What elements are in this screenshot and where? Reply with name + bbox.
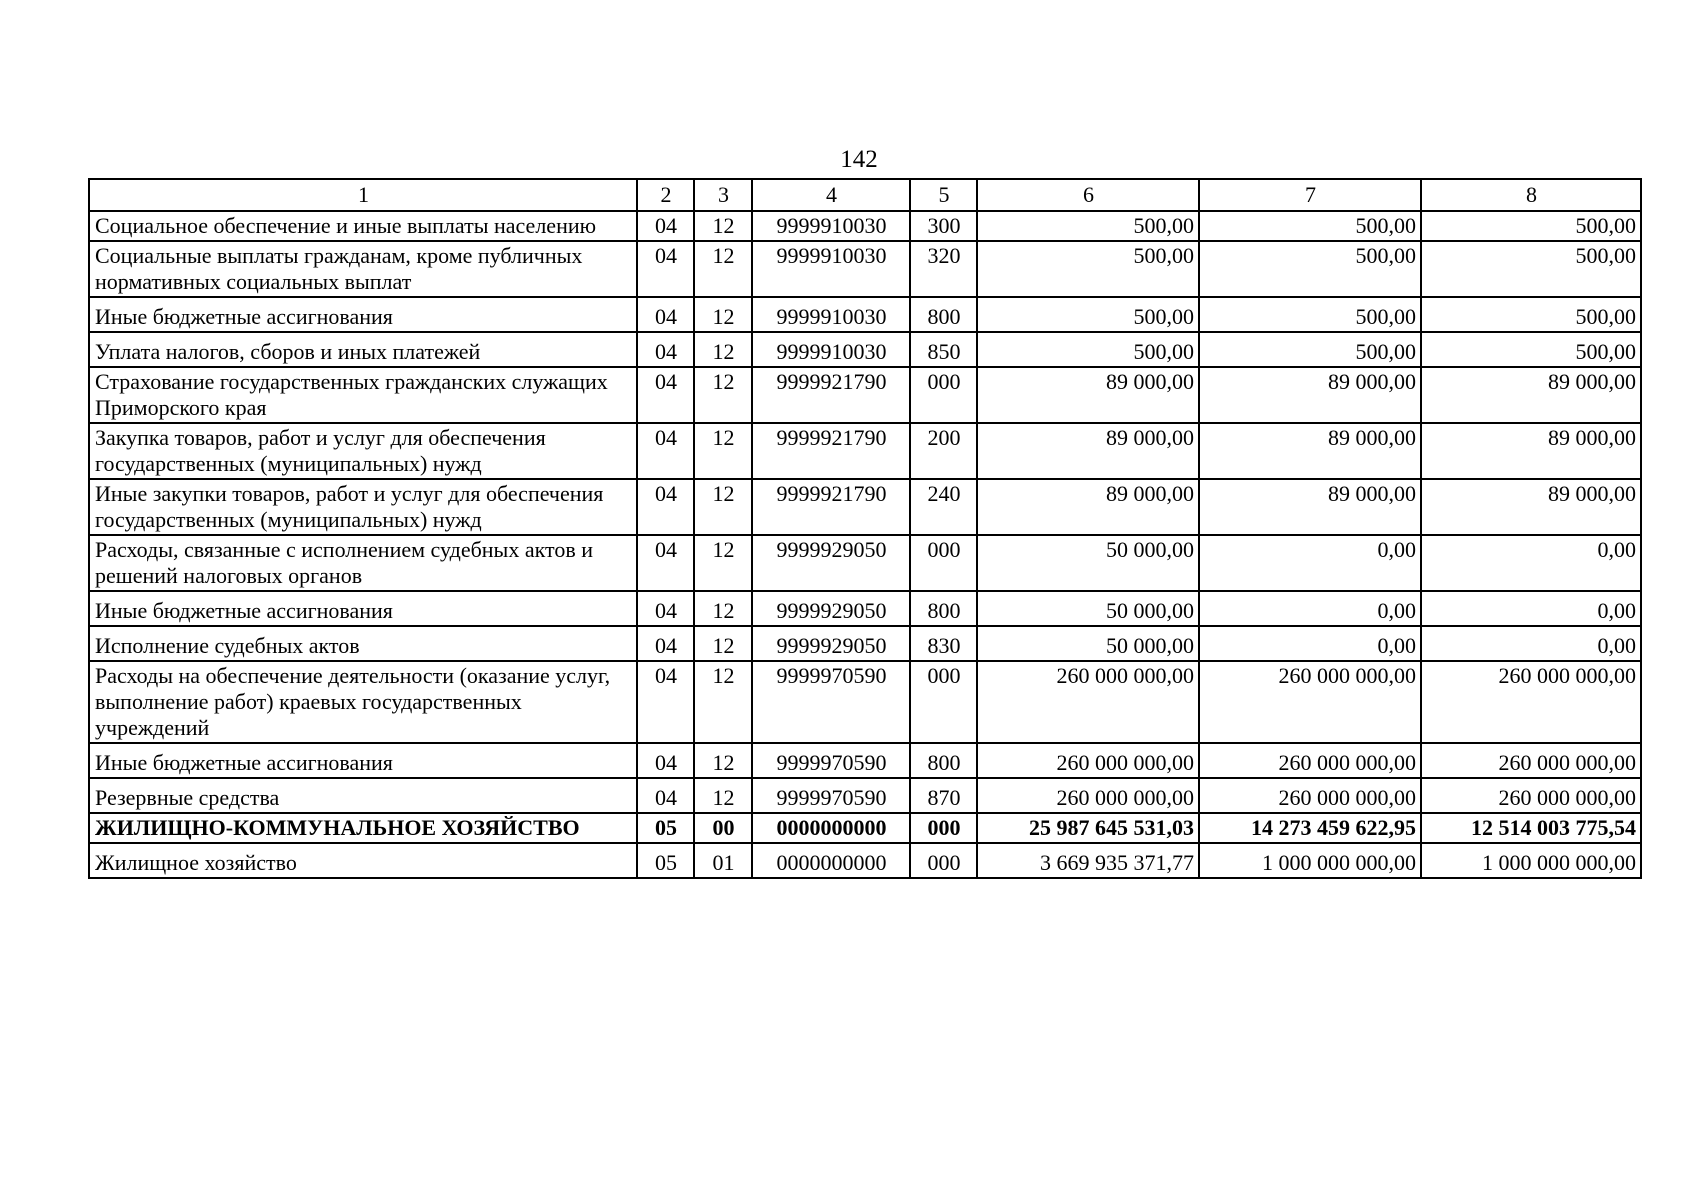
- row-target-code: 9999970590: [752, 661, 910, 743]
- row-expense-type-code: 000: [910, 843, 977, 878]
- row-section-code: 05: [637, 813, 694, 843]
- row-subsection-code: 12: [694, 241, 752, 297]
- row-amount-col7: 0,00: [1199, 535, 1421, 591]
- row-name: ЖИЛИЩНО-КОММУНАЛЬНОЕ ХОЗЯЙСТВО: [89, 813, 637, 843]
- row-amount-col8: 12 514 003 775,54: [1421, 813, 1641, 843]
- row-amount-col7: 500,00: [1199, 297, 1421, 332]
- table-row: [89, 423, 1641, 479]
- row-section-code: 04: [637, 479, 694, 535]
- row-expense-type-code: 320: [910, 241, 977, 297]
- row-amount-col6: 50 000,00: [977, 626, 1199, 661]
- table-body: [89, 211, 1641, 878]
- row-section-code: 04: [637, 591, 694, 626]
- column-header: 1: [89, 179, 637, 211]
- row-amount-col7: 500,00: [1199, 241, 1421, 297]
- row-amount-col6: 50 000,00: [977, 535, 1199, 591]
- row-subsection-code: 12: [694, 591, 752, 626]
- row-expense-type-code: 870: [910, 778, 977, 813]
- row-amount-col7: 89 000,00: [1199, 423, 1421, 479]
- row-amount-col8: 260 000 000,00: [1421, 661, 1641, 743]
- row-target-code: 9999910030: [752, 211, 910, 241]
- row-name: Иные закупки товаров, работ и услуг для обеспечения государственных (муниципальных) нужд: [89, 479, 637, 535]
- row-target-code: 9999921790: [752, 479, 910, 535]
- table-row: [89, 813, 1641, 843]
- row-amount-col7: 260 000 000,00: [1199, 778, 1421, 813]
- row-expense-type-code: 800: [910, 743, 977, 778]
- budget-table: [88, 178, 1642, 879]
- row-name: Жилищное хозяйство: [89, 843, 637, 878]
- page-number: 142: [840, 146, 878, 173]
- row-name: Иные бюджетные ассигнования: [89, 743, 637, 778]
- column-header: 2: [637, 179, 694, 211]
- row-amount-col8: 1 000 000 000,00: [1421, 843, 1641, 878]
- column-header: 5: [910, 179, 977, 211]
- row-target-code: 9999910030: [752, 241, 910, 297]
- row-target-code: 9999929050: [752, 591, 910, 626]
- row-amount-col6: 500,00: [977, 241, 1199, 297]
- row-target-code: 9999910030: [752, 332, 910, 367]
- row-expense-type-code: 240: [910, 479, 977, 535]
- table-row: [89, 367, 1641, 423]
- row-subsection-code: 12: [694, 778, 752, 813]
- row-target-code: 0000000000: [752, 843, 910, 878]
- row-subsection-code: 12: [694, 661, 752, 743]
- row-name: Резервные средства: [89, 778, 637, 813]
- row-expense-type-code: 850: [910, 332, 977, 367]
- row-amount-col6: 260 000 000,00: [977, 778, 1199, 813]
- row-expense-type-code: 800: [910, 591, 977, 626]
- row-amount-col7: 0,00: [1199, 626, 1421, 661]
- row-name: Уплата налогов, сборов и иных платежей: [89, 332, 637, 367]
- table-row: [89, 479, 1641, 535]
- table-row: [89, 591, 1641, 626]
- row-expense-type-code: 000: [910, 535, 977, 591]
- row-expense-type-code: 800: [910, 297, 977, 332]
- row-subsection-code: 12: [694, 423, 752, 479]
- row-amount-col7: 500,00: [1199, 211, 1421, 241]
- row-amount-col7: 500,00: [1199, 332, 1421, 367]
- row-name: Иные бюджетные ассигнования: [89, 297, 637, 332]
- row-section-code: 05: [637, 843, 694, 878]
- table-row: [89, 297, 1641, 332]
- row-amount-col8: 89 000,00: [1421, 423, 1641, 479]
- row-expense-type-code: 830: [910, 626, 977, 661]
- row-section-code: 04: [637, 535, 694, 591]
- row-target-code: 9999910030: [752, 297, 910, 332]
- row-amount-col8: 500,00: [1421, 211, 1641, 241]
- row-section-code: 04: [637, 332, 694, 367]
- row-amount-col8: 0,00: [1421, 626, 1641, 661]
- row-amount-col6: 260 000 000,00: [977, 743, 1199, 778]
- row-expense-type-code: 000: [910, 367, 977, 423]
- row-amount-col8: 260 000 000,00: [1421, 778, 1641, 813]
- column-header: 4: [752, 179, 910, 211]
- row-name: Закупка товаров, работ и услуг для обеспечения государственных (муниципальных) нужд: [89, 423, 637, 479]
- row-amount-col6: 89 000,00: [977, 479, 1199, 535]
- column-header: 6: [977, 179, 1199, 211]
- table-row: [89, 211, 1641, 241]
- row-section-code: 04: [637, 423, 694, 479]
- row-amount-col7: 260 000 000,00: [1199, 661, 1421, 743]
- row-amount-col6: 50 000,00: [977, 591, 1199, 626]
- row-target-code: 9999929050: [752, 535, 910, 591]
- row-subsection-code: 12: [694, 743, 752, 778]
- row-subsection-code: 01: [694, 843, 752, 878]
- header-row: [89, 179, 1641, 211]
- row-section-code: 04: [637, 211, 694, 241]
- row-amount-col6: 260 000 000,00: [977, 661, 1199, 743]
- row-amount-col6: 500,00: [977, 332, 1199, 367]
- row-amount-col7: 89 000,00: [1199, 367, 1421, 423]
- row-expense-type-code: 000: [910, 813, 977, 843]
- row-amount-col8: 500,00: [1421, 332, 1641, 367]
- row-amount-col8: 500,00: [1421, 297, 1641, 332]
- row-subsection-code: 12: [694, 367, 752, 423]
- row-subsection-code: 12: [694, 332, 752, 367]
- row-name: Социальные выплаты гражданам, кроме публичных нормативных социальных выплат: [89, 241, 637, 297]
- row-subsection-code: 12: [694, 297, 752, 332]
- row-amount-col6: 500,00: [977, 211, 1199, 241]
- table-row: [89, 778, 1641, 813]
- row-subsection-code: 12: [694, 211, 752, 241]
- row-amount-col6: 3 669 935 371,77: [977, 843, 1199, 878]
- row-subsection-code: 00: [694, 813, 752, 843]
- row-amount-col8: 500,00: [1421, 241, 1641, 297]
- row-expense-type-code: 300: [910, 211, 977, 241]
- row-section-code: 04: [637, 297, 694, 332]
- row-section-code: 04: [637, 743, 694, 778]
- table-row: [89, 626, 1641, 661]
- row-subsection-code: 12: [694, 479, 752, 535]
- row-amount-col7: 14 273 459 622,95: [1199, 813, 1421, 843]
- row-expense-type-code: 000: [910, 661, 977, 743]
- row-name: Расходы на обеспечение деятельности (оказание услуг, выполнение работ) краевых государственных учреждений: [89, 661, 637, 743]
- row-subsection-code: 12: [694, 535, 752, 591]
- row-name: Страхование государственных гражданских служащих Приморского края: [89, 367, 637, 423]
- row-target-code: 0000000000: [752, 813, 910, 843]
- row-expense-type-code: 200: [910, 423, 977, 479]
- table-row: [89, 241, 1641, 297]
- row-amount-col7: 0,00: [1199, 591, 1421, 626]
- table-row: [89, 661, 1641, 743]
- table-row: [89, 535, 1641, 591]
- row-target-code: 9999921790: [752, 367, 910, 423]
- column-header: 3: [694, 179, 752, 211]
- table-row: [89, 843, 1641, 878]
- row-amount-col7: 260 000 000,00: [1199, 743, 1421, 778]
- row-subsection-code: 12: [694, 626, 752, 661]
- row-name: Расходы, связанные с исполнением судебных актов и решений налоговых органов: [89, 535, 637, 591]
- row-target-code: 9999929050: [752, 626, 910, 661]
- row-amount-col8: 260 000 000,00: [1421, 743, 1641, 778]
- row-section-code: 04: [637, 367, 694, 423]
- row-amount-col6: 25 987 645 531,03: [977, 813, 1199, 843]
- row-section-code: 04: [637, 778, 694, 813]
- row-section-code: 04: [637, 661, 694, 743]
- row-target-code: 9999970590: [752, 743, 910, 778]
- row-name: Исполнение судебных актов: [89, 626, 637, 661]
- row-amount-col6: 89 000,00: [977, 423, 1199, 479]
- column-header: 7: [1199, 179, 1421, 211]
- row-amount-col7: 89 000,00: [1199, 479, 1421, 535]
- row-name: Иные бюджетные ассигнования: [89, 591, 637, 626]
- row-amount-col7: 1 000 000 000,00: [1199, 843, 1421, 878]
- table-row: [89, 332, 1641, 367]
- row-section-code: 04: [637, 241, 694, 297]
- row-amount-col6: 89 000,00: [977, 367, 1199, 423]
- row-amount-col8: 0,00: [1421, 535, 1641, 591]
- row-target-code: 9999921790: [752, 423, 910, 479]
- row-amount-col6: 500,00: [977, 297, 1199, 332]
- row-name: Социальное обеспечение и иные выплаты населению: [89, 211, 637, 241]
- row-amount-col8: 0,00: [1421, 591, 1641, 626]
- column-header: 8: [1421, 179, 1641, 211]
- row-target-code: 9999970590: [752, 778, 910, 813]
- table-row: [89, 743, 1641, 778]
- row-section-code: 04: [637, 626, 694, 661]
- row-amount-col8: 89 000,00: [1421, 479, 1641, 535]
- row-amount-col8: 89 000,00: [1421, 367, 1641, 423]
